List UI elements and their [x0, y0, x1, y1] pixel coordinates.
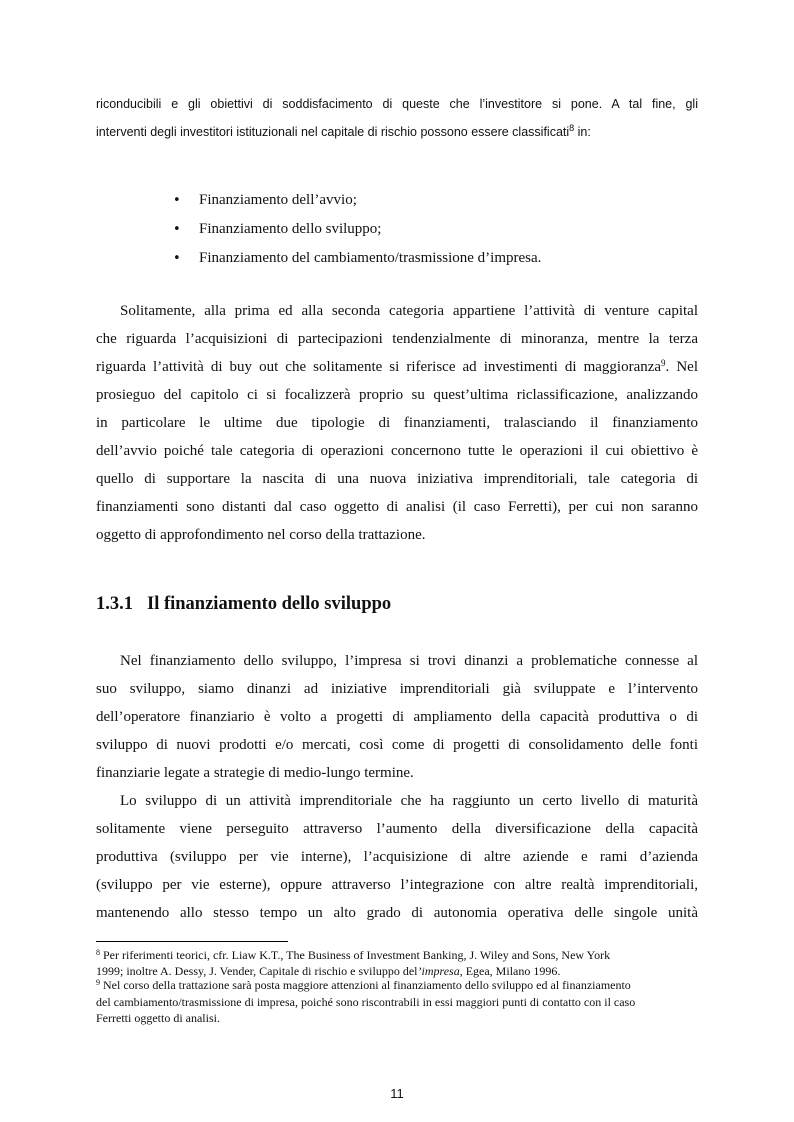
section-number: 1.3.1 [96, 594, 133, 614]
paragraph-line: suo sviluppo, siamo dinanzi ad iniziative imprenditoriali già sviluppate e l’intervento [96, 681, 698, 697]
paragraph-line-end: . Nel [665, 359, 698, 375]
footnote-8-line-1 [96, 948, 698, 963]
intro-line-1-text: riconducibili e gli obiettivi di soddisfacimento di queste che l’investitore si pone. A tal fine, gli [96, 97, 698, 111]
paragraph-line: finanziarie legate a strategie di medio-lungo termine. [96, 765, 414, 781]
paragraph-line: dell’avvio poiché tale categoria di operazioni concernono tutte le operazioni il cui obiettivo è [96, 443, 698, 459]
bullet-dot-icon: • [173, 193, 181, 208]
paragraph-line: in particolare le ultime due tipologie di finanziamenti, tralasciando il finanziamento [96, 415, 698, 431]
footnote-9-line-1 [96, 978, 698, 993]
footnote-text: Nel corso della trattazione sarà posta maggiore attenzioni al finanziamento dello sviluppo ed al finanziamento [100, 978, 631, 992]
intro-line-2-end: in: [574, 125, 591, 139]
footnote-separator [96, 941, 288, 942]
bullet-item: Finanziamento del cambiamento/trasmissione d’impresa. [199, 250, 542, 266]
paragraph-line: solitamente viene perseguito attraverso l’aumento della diversificazione della capacità [96, 821, 698, 837]
paragraph-line: Solitamente, alla prima ed alla seconda categoria appartiene l’attività di venture capital [120, 303, 698, 319]
bullet-dot-icon: • [173, 251, 181, 266]
footnote-8-line-2 [96, 964, 698, 979]
paragraph-line: produttiva (sviluppo per vie interne), l’acquisizione di altre aziende e rami d’azienda [96, 849, 698, 865]
paragraph-line: prosieguo del capitolo ci si focalizzerà proprio su quest’ultima riclassificazione, analizzando [96, 387, 698, 403]
intro-line-1 [96, 97, 698, 111]
paragraph-line: dell’operatore finanziario è volto a progetti di ampliamento della capacità produttiva o di [96, 709, 698, 725]
footnote-text: Per riferimenti teorici, cfr. Liaw K.T., The Business of Investment Banking, J. Wiley and Sons, New York [100, 948, 611, 962]
paragraph-line: oggetto di approfondimento nel corso della trattazione. [96, 527, 426, 543]
section-heading [96, 594, 391, 615]
paragraph-line: sviluppo di nuovi prodotti e/o mercati, così come di progetti di consolidamento delle fonti [96, 737, 698, 753]
paragraph-line-text: riguarda l’attività di buy out che solitamente si riferisce ad investimenti di maggioranza [96, 359, 662, 375]
paragraph-line: Nel finanziamento dello sviluppo, l’impresa si trovi dinanzi a problematiche connesse al [120, 653, 698, 669]
intro-line-2 [96, 125, 698, 139]
paragraph-line: che riguarda l’acquisizioni di partecipazioni tendenzialmente di minoranza, mentre la terza [96, 331, 698, 347]
paragraph-line: quello di supportare la nascita di una nuova iniziativa imprenditoriali, tale categoria di [96, 471, 698, 487]
section-title: Il finanziamento dello sviluppo [147, 594, 392, 614]
footnote-9-line-2: del cambiamento/trasmissione di impresa, poiché sono riscontrabili in essi maggiori punti di contatto con il caso [96, 995, 636, 1009]
paragraph-line: Lo sviluppo di un attività imprenditoriale che ha raggiunto un certo livello di maturità [120, 793, 698, 809]
footnote-9-line-3: Ferretti oggetto di analisi. [96, 1011, 220, 1025]
footnote-mark-9: 9 [96, 978, 100, 987]
bullet-item: Finanziamento dell’avvio; [199, 192, 357, 208]
bullet-item: Finanziamento dello sviluppo; [199, 221, 382, 237]
paragraph-line: mantenendo allo stesso tempo un alto grado di autonomia operativa delle singole unità [96, 905, 698, 921]
footnote-text: , Egea, Milano 1996. [459, 964, 561, 978]
footnote-text: 1999; inoltre A. Dessy, J. Vender, Capitale di rischio e sviluppo del [96, 964, 418, 978]
footnote-mark-8: 8 [96, 948, 100, 957]
bullet-dot-icon: • [173, 222, 181, 237]
paragraph-line: (sviluppo per vie esterne), oppure attraverso l’integrazione con altre realtà imprenditoriali, [96, 877, 698, 893]
footnote-ref-8[interactable]: 8 [569, 123, 575, 133]
paragraph-line [96, 359, 698, 376]
page-number: 11 [390, 1086, 404, 1101]
footnote-ref-9[interactable]: 9 [661, 358, 666, 368]
intro-line-2-text: interventi degli investitori istituzionali nel capitale di rischio possono essere classificati [96, 125, 570, 139]
footnote-italic-text: ’impresa [417, 964, 460, 978]
paragraph-line: finanziamenti sono distanti dal caso oggetto di analisi (il caso Ferretti), per cui non saranno [96, 499, 698, 515]
